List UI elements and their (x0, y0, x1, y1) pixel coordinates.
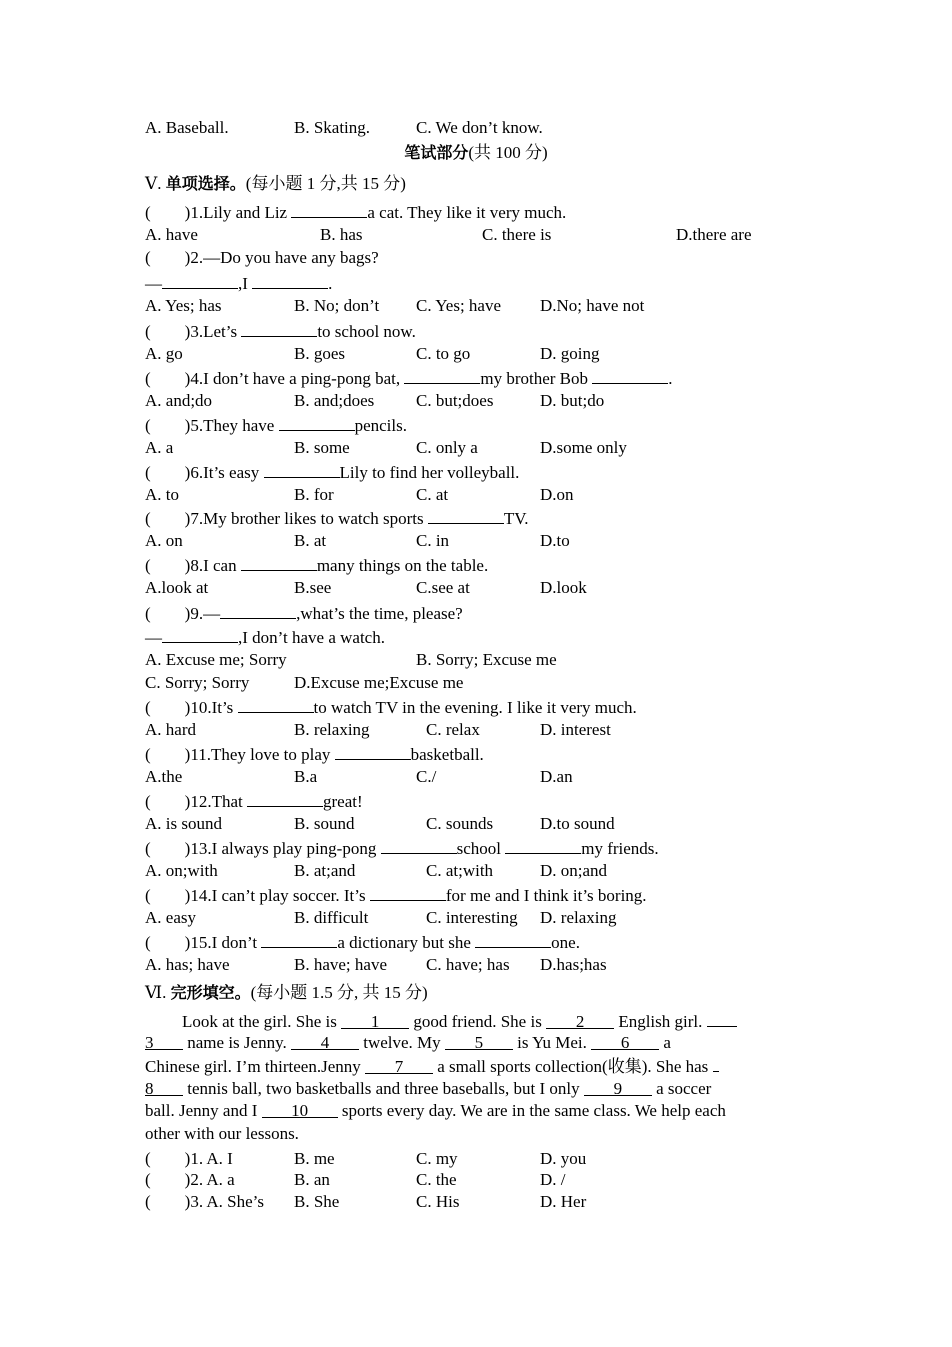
question-text: ( )8.I can (145, 556, 241, 575)
section-number: Ⅵ. (145, 983, 171, 1002)
answer-blank[interactable] (264, 461, 340, 478)
option: A. hard (145, 720, 196, 739)
option: B. at;and (294, 861, 356, 880)
option: C. only a (416, 438, 478, 457)
cloze-text: twelve. My (358, 1033, 445, 1052)
cloze-question: ( )1. A. I (145, 1149, 233, 1168)
question-text: ( )1.Lily and Liz (145, 203, 292, 222)
cloze-line (145, 1055, 719, 1077)
option: C. at (416, 485, 449, 504)
answer-blank[interactable] (370, 884, 446, 901)
option: D.some only (540, 438, 627, 457)
cloze-blank[interactable]: 5 (445, 1033, 513, 1050)
question-text: ( )4.I don’t have a ping-pong bat, (145, 369, 405, 388)
section-number: Ⅴ. (145, 174, 166, 193)
question-text: school (456, 839, 506, 858)
option: A. have (145, 225, 198, 244)
option: C. have; has (426, 955, 510, 974)
option: C. Yes; have (416, 296, 502, 315)
answer-blank[interactable] (162, 272, 238, 289)
cloze-blank[interactable]: 8 (145, 1079, 183, 1096)
option: D. / (540, 1170, 566, 1189)
option: B.see (294, 578, 332, 597)
option: C. to go (416, 344, 471, 363)
option: B. difficult (294, 908, 369, 927)
option: A. is sound (145, 814, 222, 833)
question-line (145, 837, 659, 859)
option: B. at (294, 531, 327, 550)
cloze-text: sports every day. We are in the same class. We help each (337, 1101, 726, 1120)
cloze-text: Look at the girl. She is (182, 1012, 342, 1031)
option: A.look at (145, 578, 209, 597)
option: D. but;do (540, 391, 605, 410)
option: C./ (416, 767, 437, 786)
option: D.an (540, 767, 573, 786)
question-text: my brother Bob (480, 369, 593, 388)
question-text: ( )3.Let’s (145, 322, 242, 341)
option: A.the (145, 767, 183, 786)
cloze-text: tennis ball, two basketballs and three baseballs, but I only (183, 1079, 584, 1098)
option: D. Her (540, 1192, 587, 1211)
option: C. sounds (426, 814, 494, 833)
cloze-text: is Yu Mei. (512, 1033, 592, 1052)
written-section-header (0, 143, 952, 163)
option: B. and;does (294, 391, 375, 410)
option: D. on;and (540, 861, 608, 880)
option: D.there are (676, 225, 752, 244)
answer-blank[interactable] (247, 790, 323, 807)
question-text: ( )15.I don’t (145, 933, 262, 952)
question-text: . (668, 369, 673, 388)
cloze-line: other with our lessons. (145, 1124, 299, 1143)
question-text: Lily to find her volleyball. (339, 463, 520, 482)
answer-blank[interactable] (404, 367, 480, 384)
answer-blank[interactable] (241, 320, 317, 337)
option: A. and;do (145, 391, 213, 410)
option: B. No; don’t (294, 296, 380, 315)
question-text: many things on the table. (316, 556, 489, 575)
option: C. relax (426, 720, 480, 739)
question-line (145, 626, 385, 648)
question-text: ( )11.They love to play (145, 745, 335, 764)
option: D. interest (540, 720, 611, 739)
question-line (145, 367, 673, 389)
question-text: ( )12.That (145, 792, 247, 811)
option: D. relaxing (540, 908, 617, 927)
cloze-text: a (659, 1033, 671, 1052)
option: D.Excuse me;Excuse me (294, 673, 464, 692)
question-text: ( )7.My brother likes to watch sports (145, 509, 428, 528)
option: A. on (145, 531, 183, 550)
option: A. on;with (145, 861, 218, 880)
option: B. Sorry; Excuse me (416, 650, 557, 669)
answer-blank[interactable] (252, 272, 328, 289)
option: D. you (540, 1149, 587, 1168)
option: C. the (416, 1170, 457, 1189)
option: B. some (294, 438, 350, 457)
option: A. Yes; has (145, 296, 222, 315)
option: D.to (540, 531, 570, 550)
answer-blank[interactable] (381, 837, 457, 854)
cloze-blank[interactable] (707, 1010, 737, 1027)
answer-blank[interactable] (335, 743, 411, 760)
section-heading (145, 174, 406, 194)
answer-blank[interactable] (220, 602, 296, 619)
option: A. easy (145, 908, 196, 927)
question-text: a cat. They like it very much. (367, 203, 567, 222)
option: C.see at (416, 578, 470, 597)
option: B.a (294, 767, 318, 786)
question-line (145, 790, 363, 812)
option: D.on (540, 485, 574, 504)
question-line (145, 507, 529, 529)
question-text: to school now. (317, 322, 416, 341)
question-line (145, 696, 637, 718)
cloze-blank[interactable]: 6 (591, 1033, 659, 1050)
option: B. She (294, 1192, 340, 1211)
question-text: pencils. (354, 416, 407, 435)
option: A. Excuse me; Sorry (145, 650, 287, 669)
answer-blank[interactable] (291, 201, 367, 218)
option: D.No; have not (540, 296, 645, 315)
answer-blank[interactable] (505, 837, 581, 854)
option: B. goes (294, 344, 345, 363)
question-line (145, 554, 488, 576)
question-text: ,I (238, 274, 253, 293)
option: B. an (294, 1170, 330, 1189)
option: B. for (294, 485, 334, 504)
option: B. have; have (294, 955, 387, 974)
question-line (145, 272, 332, 294)
option: C. interesting (426, 908, 518, 927)
question-line (145, 248, 379, 268)
cloze-text: name is Jenny. (183, 1033, 291, 1052)
cloze-text: English girl. (614, 1012, 707, 1031)
cloze-blank[interactable]: 2 (546, 1012, 614, 1029)
question-text: ( )9.— (145, 604, 221, 623)
section-title: 单项选择。 (165, 174, 246, 193)
answer-blank[interactable] (241, 554, 317, 571)
question-text: ,I don’t have a watch. (238, 628, 385, 647)
option: C. His (416, 1192, 460, 1211)
option: C. there is (482, 225, 552, 244)
option: C. Sorry; Sorry (145, 673, 250, 692)
option: C. in (416, 531, 450, 550)
cloze-question: ( )3. A. She’s (145, 1192, 264, 1211)
cloze-line (182, 1010, 737, 1032)
question-text: for me and I think it’s boring. (445, 886, 647, 905)
question-text: — (145, 274, 162, 293)
answer-blank[interactable] (428, 507, 504, 524)
option: D.has;has (540, 955, 607, 974)
cloze-question: ( )2. A. a (145, 1170, 235, 1189)
cloze-blank[interactable]: 1 (341, 1012, 409, 1029)
question-text: a dictionary but she (337, 933, 476, 952)
question-text: great! (322, 792, 363, 811)
cloze-text: good friend. She is (409, 1012, 547, 1031)
cloze-text: a small sports collection(收集). She has (433, 1057, 713, 1076)
cloze-blank[interactable]: 4 (291, 1033, 359, 1050)
question-text: ( )5.They have (145, 416, 279, 435)
option: B. Skating. (294, 118, 371, 137)
question-text: ( )6.It’s easy (145, 463, 264, 482)
cloze-line (145, 1033, 671, 1053)
cloze-line (145, 1101, 726, 1121)
option: C. but;does (416, 391, 494, 410)
question-line (145, 461, 519, 483)
written-section-title: 笔试部分 (404, 143, 469, 162)
section-heading (145, 983, 428, 1003)
option: A. go (145, 344, 183, 363)
cloze-blank[interactable]: 7 (365, 1057, 433, 1074)
question-text: one. (551, 933, 580, 952)
question-text: ,what’s the time, please? (296, 604, 463, 623)
answer-blank[interactable] (162, 626, 238, 643)
cloze-text: Chinese girl. I’m thirteen.Jenny (145, 1057, 366, 1076)
question-text: to watch TV in the evening. I like it very much. (313, 698, 637, 717)
option: A. a (145, 438, 174, 457)
question-line (145, 884, 647, 906)
option: B. me (294, 1149, 335, 1168)
question-line (145, 931, 580, 953)
option: D.look (540, 578, 587, 597)
answer-blank[interactable] (279, 414, 355, 431)
cloze-blank[interactable]: 9 (584, 1079, 652, 1096)
section-note: (每小题 1 分,共 15 分) (245, 174, 406, 193)
cloze-blank[interactable] (713, 1055, 719, 1072)
question-text: ( )2.—Do you have any bags? (145, 248, 379, 267)
answer-blank[interactable] (261, 931, 337, 948)
option: D. going (540, 344, 600, 363)
option: C. my (416, 1149, 458, 1168)
question-text: ( )13.I always play ping-pong (145, 839, 381, 858)
option: C. We don’t know. (416, 118, 543, 137)
question-text: ( )10.It’s (145, 698, 238, 717)
option: A. Baseball. (145, 118, 229, 137)
question-text: my friends. (581, 839, 659, 858)
option: B. relaxing (294, 720, 370, 739)
cloze-text: ball. Jenny and I (145, 1101, 262, 1120)
cloze-line (145, 1079, 711, 1099)
answer-blank[interactable] (475, 931, 551, 948)
written-section-score: (共 100 分) (468, 143, 548, 162)
question-text: TV. (503, 509, 529, 528)
option: B. has (320, 225, 363, 244)
option: B. sound (294, 814, 355, 833)
question-line (145, 743, 484, 765)
cloze-blank[interactable]: 3 (145, 1033, 183, 1050)
option: D.to sound (540, 814, 615, 833)
option: A. to (145, 485, 179, 504)
cloze-text: a soccer (651, 1079, 712, 1098)
option: A. has; have (145, 955, 230, 974)
question-line (145, 201, 566, 223)
question-line (145, 414, 407, 436)
question-text: — (145, 628, 162, 647)
question-line (145, 602, 463, 624)
section-note: (每小题 1.5 分, 共 15 分) (250, 983, 428, 1002)
question-text: . (328, 274, 333, 293)
answer-blank[interactable] (592, 367, 668, 384)
answer-blank[interactable] (238, 696, 314, 713)
question-text: basketball. (410, 745, 484, 764)
section-title: 完形填空。 (170, 983, 251, 1002)
question-line (145, 320, 416, 342)
question-text: ( )14.I can’t play soccer. It’s (145, 886, 370, 905)
cloze-blank[interactable]: 10 (262, 1101, 338, 1118)
option: C. at;with (426, 861, 494, 880)
